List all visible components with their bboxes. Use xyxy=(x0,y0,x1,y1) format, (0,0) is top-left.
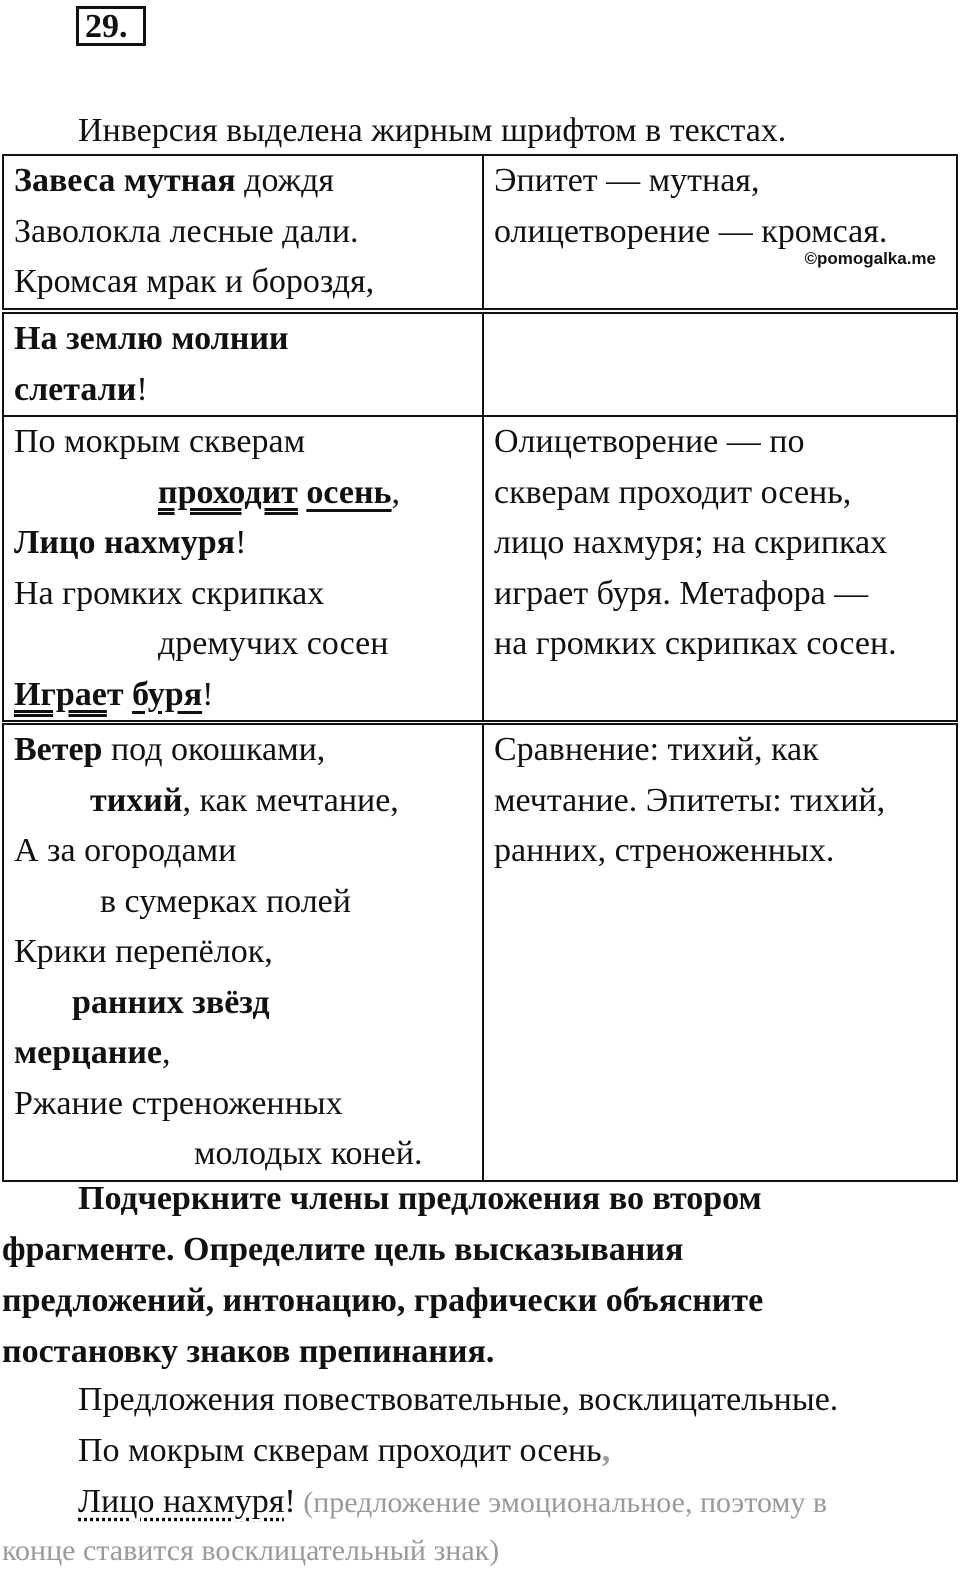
answer-comment: (предложение эмоциональное, поэтому в xyxy=(295,1486,828,1519)
poem-line: Лицо нахмуря! xyxy=(14,524,247,561)
task-line: постановку знаков препинания. xyxy=(2,1333,495,1370)
task-line: предложений, интонацию, графически объясните xyxy=(2,1282,764,1319)
poem-cell xyxy=(3,723,483,1181)
predicate-word: проходит xyxy=(158,473,298,511)
answer-line: Предложения повествовательные, восклицательные. xyxy=(78,1381,839,1418)
table-row xyxy=(3,313,957,416)
analysis-line: ранних, стреноженных. xyxy=(494,832,835,869)
analysis-line: на громких скрипках сосен. xyxy=(494,625,897,662)
analysis-cell xyxy=(483,155,957,309)
poem-line: Ржание стреноженных xyxy=(14,1084,343,1122)
answer-comment: конце ставится восклицательный знак) xyxy=(2,1534,500,1567)
poem-line: На землю молнии xyxy=(14,320,289,357)
fragment-table-1 xyxy=(2,154,958,310)
subject-word: осень xyxy=(306,473,392,511)
poem-line: дремучих сосен xyxy=(158,625,389,662)
analysis-line: скверам проходит осень, xyxy=(494,473,852,511)
analysis-line: Эпитет — мутная, xyxy=(494,162,760,199)
task-text xyxy=(2,1173,763,1377)
analysis-line: Сравнение: тихий, как xyxy=(494,731,819,768)
task-number: 29. xyxy=(76,6,146,46)
poem-line: Крики перепёлок, xyxy=(14,933,273,970)
analysis-line: Олицетворение — по xyxy=(494,423,805,460)
analysis-cell xyxy=(483,723,957,1181)
intro-text: Инверсия выделена жирным шрифтом в текстах. xyxy=(78,112,787,149)
poem-cell xyxy=(3,313,483,416)
poem-line: Заволокла лесные дали. xyxy=(14,212,359,250)
adverbial-phrase: Лицо нахмуря xyxy=(78,1483,285,1520)
table-row xyxy=(3,723,957,1181)
poem-line: На громких скрипках xyxy=(14,574,325,612)
analysis-cell xyxy=(483,313,957,416)
poem-line: тихий, как мечтание, xyxy=(90,781,399,819)
analysis-line: олицетворение — кромсая. xyxy=(494,212,888,250)
analysis-line: мечтание. Эпитеты: тихий, xyxy=(494,781,886,819)
poem-line: мерцание, xyxy=(14,1034,171,1071)
analysis-line: лицо нахмуря; на скрипках xyxy=(494,524,888,561)
poem-line: ранних звёзд xyxy=(72,983,270,1021)
poem-cell xyxy=(3,416,483,723)
analysis-line: играет буря. Метафора — xyxy=(494,574,869,612)
poem-line: А за огородами xyxy=(14,832,237,869)
answer-line: Лицо нахмуря! (предложение эмоциональное, поэтому в xyxy=(78,1483,828,1520)
poem-line: По мокрым скверам xyxy=(14,423,306,460)
predicate-word: Играе xyxy=(14,675,107,713)
answer-line xyxy=(2,1525,499,1576)
watermark: ©pomogalka.me xyxy=(804,249,936,268)
poem-line: Играет буря! xyxy=(14,675,214,713)
poem-line: проходит осень, xyxy=(158,473,401,511)
poem-line: Кромсая мрак и бороздя, xyxy=(14,263,375,300)
table-row xyxy=(3,416,957,723)
poem-line: молодых коней. xyxy=(194,1135,423,1172)
poem-line: слетали! xyxy=(14,370,148,408)
poem-line: Завеса мутная дождя xyxy=(14,162,335,199)
task-line: Подчеркните члены предложения во втором xyxy=(78,1180,762,1217)
analysis-cell xyxy=(483,416,957,723)
poem-line: в сумерках полей xyxy=(100,882,351,920)
task-line: фрагменте. Определите цель высказывания xyxy=(2,1231,684,1268)
poem-cell xyxy=(3,155,483,309)
poem-line: Ветер под окошками, xyxy=(14,731,326,768)
fragment-table-2 xyxy=(2,312,958,1182)
subject-word: буря xyxy=(132,675,203,713)
answer-line: По мокрым скверам проходит осень, xyxy=(78,1432,611,1469)
table-row xyxy=(3,155,957,309)
